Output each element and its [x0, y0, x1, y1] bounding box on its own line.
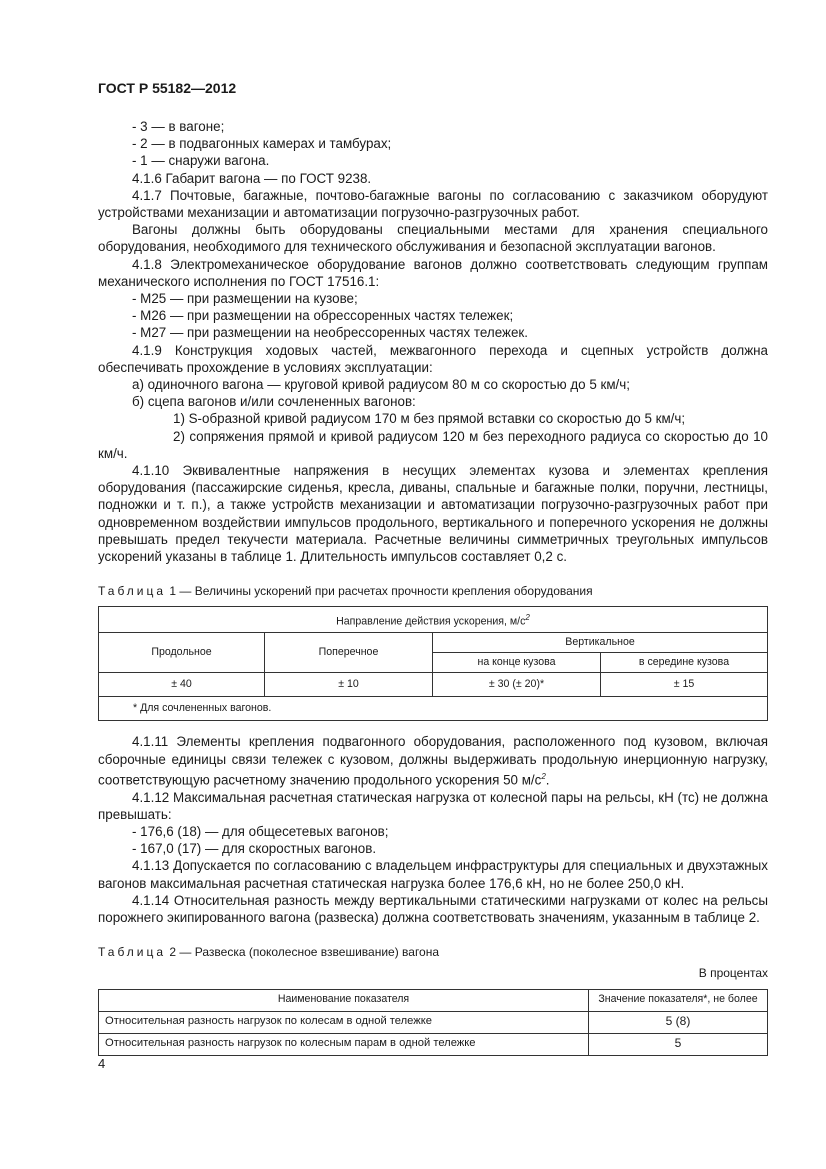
table1-header-main: Направление действия ускорения, $м/с^2$	[99, 607, 768, 633]
page-number: 4	[98, 1056, 106, 1071]
list-item: 2) сопряжения прямой и кривой радиусом 120 м без переходного радиуса со скоростью до 10 км/ч.	[98, 428, 768, 461]
table-cell: 5	[589, 1033, 768, 1055]
table2-units: В процентах	[698, 966, 768, 981]
clause-4-1-14: 4.1.14 Относительная разность между вертикальными статическими нагрузками от колес на рельсы порожнего экипированного вагона (развеска) должна соответствовать значениям, указанным в таблице 2.	[98, 892, 768, 925]
clause-4-1-10: 4.1.10 Эквивалентные напряжения в несущих элементах кузова и элементах крепления оборудования (пассажирские сиденья, кресла, диваны, спальные и багажные полки, поручни, лестницы, подножки и т. п.), а также устройств механизации и автоматизации погрузочно-разгрузочных работ при одновременном воздействии импульсов продольного, вертикального и поперечного ускорения не должны превышать предел текучести материала. Расчетные величины симметричных треугольных импульсов ускорений указаны в таблице 1. Длительность импульсов составляет 0,2 с.	[98, 463, 768, 565]
clause-4-1-13: 4.1.13 Допускается по согласованию с владельцем инфраструктуры для специальных и двухэтажных вагонов максимальная расчетная статическая нагрузка более 176,6 кН, но не более 250,0 кН.	[98, 858, 768, 891]
table-cell: ± 40	[99, 673, 265, 697]
list-item: - 1 — снаружи вагона.	[132, 153, 270, 169]
table2-caption-word: Таблица	[98, 945, 167, 960]
clause-4-1-6: 4.1.6 Габарит вагона — по ГОСТ 9238.	[132, 170, 372, 186]
table2-col-name: Наименование показателя	[99, 989, 589, 1011]
table1-col-vertical-end: на конце кузова	[433, 653, 601, 673]
table1-footnote: * Для сочлененных вагонов.	[99, 697, 768, 721]
clause-4-1-7: 4.1.7 Почтовые, багажные, почтово-багажные вагоны по согласованию с заказчиком оборудуют устройствами механизации и автоматизации погрузочно-разгрузочных работ.	[98, 187, 768, 221]
list-item: - 167,0 (17) — для скоростных вагонов.	[132, 841, 377, 857]
table1-caption-word: Таблица	[98, 584, 167, 599]
document-header: ГОСТ Р 55182—2012	[98, 80, 237, 96]
table-cell: 5 (8)	[589, 1011, 768, 1033]
table2-caption-text: — Развеска (поколесное взвешивание) вагона	[176, 945, 440, 960]
table-cell: Относительная разность нагрузок по колесам в одной тележке	[99, 1011, 589, 1033]
list-item: - 2 — в подвагонных камерах и тамбурах;	[132, 136, 392, 152]
list-item: а) одиночного вагона — круговой кривой радиусом 80 м со скоростью до 5 км/ч;	[132, 377, 630, 393]
document-body	[98, 118, 768, 1056]
clause-4-1-8: 4.1.8 Электромеханическое оборудование вагонов должно соответствовать следующим группам механического исполнения по ГОСТ 17516.1:	[98, 256, 768, 289]
clause-4-1-11: 4.1.11 Элементы крепления подвагонного оборудования, расположенного под кузовом, включая сборочные единицы связи тележек с кузовом, должны выдерживать продольную инерционную нагрузку, соответствующую расчетному значению продольного ускорения 50 $м/с^2$.	[98, 734, 768, 788]
weighting-table	[98, 989, 768, 1056]
table1-caption-number: 1	[169, 584, 177, 599]
table1-col-longitudinal: Продольное	[99, 633, 265, 673]
acceleration-table	[98, 606, 768, 721]
table2-caption	[98, 944, 768, 961]
list-item: - 176,6 (18) — для общесетевых вагонов;	[132, 823, 389, 839]
table1-caption-text: — Величины ускорений при расчетах прочности крепления оборудования	[176, 584, 593, 599]
list-item: 1) S-образной кривой радиусом 170 м без прямой вставки со скоростью до 5 км/ч;	[173, 411, 686, 427]
table1-col-vertical: Вертикальное	[433, 633, 768, 653]
clause-4-1-7-continued: Вагоны должны быть оборудованы специальными местами для хранения специального оборудования, необходимого для технического обслуживания и безопасной эксплуатации вагонов.	[98, 222, 768, 255]
clause-4-1-12: 4.1.12 Максимальная расчетная статическая нагрузка от колесной пары на рельсы, кН (тс) не должна превышать:	[98, 789, 768, 822]
table1-caption	[98, 583, 768, 600]
clause-4-1-9: 4.1.9 Конструкция ходовых частей, межвагонного перехода и сцепных устройств должна обеспечивать прохождение в условиях эксплуатации:	[98, 342, 768, 375]
list-item: - 3 — в вагоне;	[132, 119, 225, 134]
table1-col-vertical-middle: в середине кузова	[601, 653, 768, 673]
list-item: - М25 — при размещении на кузове;	[132, 291, 358, 307]
table-cell: Относительная разность нагрузок по колесным парам в одной тележке	[99, 1033, 589, 1055]
list-item: - М27 — при размещении на необрессоренных частях тележек.	[132, 325, 529, 341]
table1-col-transverse: Поперечное	[265, 633, 433, 673]
table-cell: ± 30 (± 20)*	[433, 673, 601, 697]
table-cell: ± 15	[601, 673, 768, 697]
table-cell: ± 10	[265, 673, 433, 697]
list-item: б) сцепа вагонов и/или сочлененных вагонов:	[132, 394, 416, 410]
table2-col-value: Значение показателя*, не более	[589, 989, 768, 1011]
table2-caption-number: 2	[169, 945, 177, 960]
list-item: - М26 — при размещении на обрессоренных частях тележек;	[132, 308, 514, 324]
